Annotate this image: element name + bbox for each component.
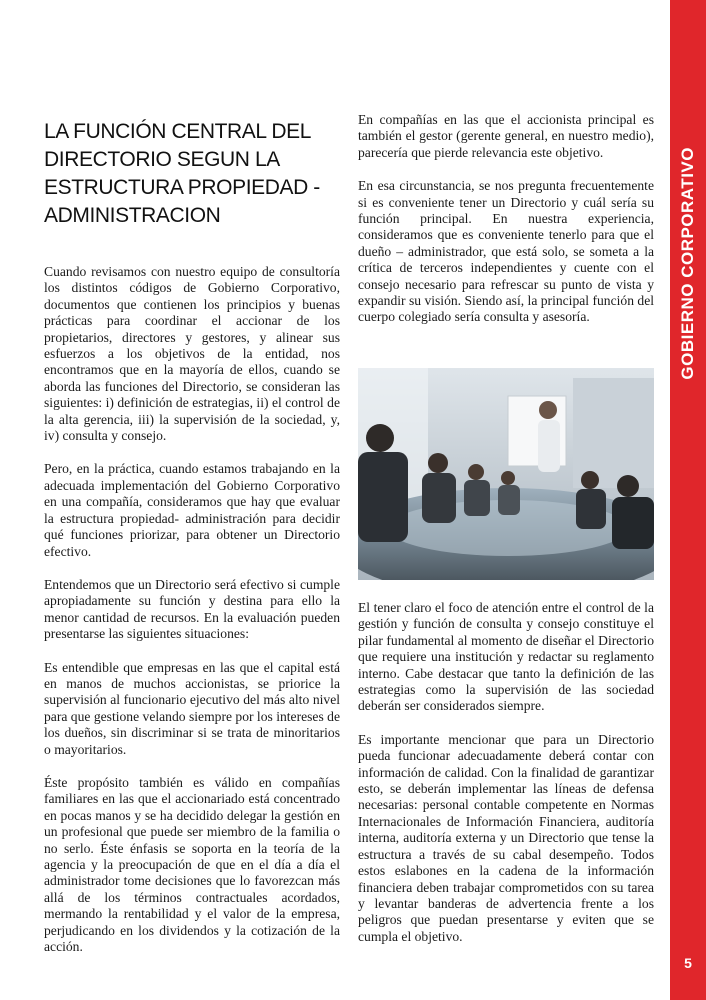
left-column [44, 264, 340, 972]
section-label-text: GOBIERNO CORPORATIVO [678, 147, 697, 380]
paragraph: Cuando revisamos con nuestro equipo de consultoría los distintos códigos de Gobierno Corporativo, documentos que contienen los principios y buenas prácticas para coordinar el accionar de los propietarios, directores y gestores, y alinear sus esfuerzos a los objetivos de la entidad, nos encontramos que en la mayoría de ellos, cuando se aborda las funciones del Directorio, se consideran las siguientes: i) definición de estrategias, ii) el control de la alta gerencia, iii) la supervisión de la sociedad, y, iv) consulta y consejo. [44, 264, 340, 444]
page-number: 5 [684, 955, 692, 971]
paragraph: Éste propósito también es válido en compañías familiares en las que el accionariado está concentrado en pocas manos y se ha decidido delegar la gestión en un profesional que puede ser miembro de la familia o no serlo. Éste énfasis se soporta en la teoría de la agencia y la preocupación de que en el día a día el administrador tome decisiones que lo favorezcan más allá de los términos contractuales acordados, mermando la rentabilidad y el valor de la empresa, perjudicando en los dividendos y la cotización de la acción. [44, 774, 340, 955]
paragraph: El tener claro el foco de atención entre el control de la gestión y función de consulta y consejo constituye el pilar fundamental al momento de diseñar el Directorio que requiere una institución y redactar su reglamento interno. Cabe destacar que tanto la definición de las estrategias como la supervisión de las sociedad deberán ser considerados siempre. [358, 600, 654, 714]
paragraph: Es entendible que empresas en las que el capital está en manos de muchos accionistas, se priorice la supervisión al funcionario ejecutivo del más alto nivel para que gestione velando siempre por los intereses de los dueños, sin discriminar si se trata de minoritarios o mayoritarios. [44, 659, 340, 757]
paragraph: Pero, en la práctica, cuando estamos trabajando en la adecuada implementación del Gobierno Corporativo en una compañía, consideramos que hay que evaluar la estructura propiedad- administración para decidir qué funciones priorizar, para obtener un Directorio efectivo. [44, 461, 340, 559]
meeting-photo [358, 368, 654, 580]
page-title: LA FUNCIÓN CENTRAL DEL DIRECTORIO SEGUN LA ESTRUCTURA PROPIEDAD - ADMINISTRACION [44, 120, 320, 227]
paragraph: En esa circunstancia, se nos pregunta frecuentemente si es conveniente tener un Directorio y cuál sería su función principal. En nuestra experiencia, consideramos que es conveniente tenerlo para que el dueño – administrador, que está solo, se someta a la crítica de terceros independientes y cuente con el consejo necesario para refrescar su punto de vista y expandir su visión. Siendo así, la principal función del cuerpo colegiado sería consulta y asesoría. [358, 178, 654, 325]
section-label [670, 0, 706, 380]
right-column-bottom [358, 600, 654, 962]
paragraph: En compañías en las que el accionista principal es también el gestor (gerente general, en nuestro medio), parecería que pierde relevancia este objetivo. [358, 112, 654, 160]
paragraph: Entendemos que un Directorio será efectivo si cumple apropiadamente su función y destina para ello la menor cantidad de recursos. En la evaluación pueden presentarse las siguientes situaciones: [44, 576, 340, 642]
right-column-top [358, 112, 654, 343]
paragraph: Es importante mencionar que para un Directorio pueda funcionar adecuadamente deberá contar con información de calidad. Con la finalidad de garantizar esto, se deberán implementar las líneas de defensa necesarias: personal contable competente en Normas Internacionales de Información Financiera, auditoría interna, auditoría externa y un Directorio que tense la estructura a través de su cabal desempeño. Todos estos eslabones en la cadena de la información financiera deben trabajar comprometidos con su tarea y levantar banderas de advertencia frente a los peligros que puedan presentarse y eviten que se cumpla el objetivo. [358, 731, 654, 944]
